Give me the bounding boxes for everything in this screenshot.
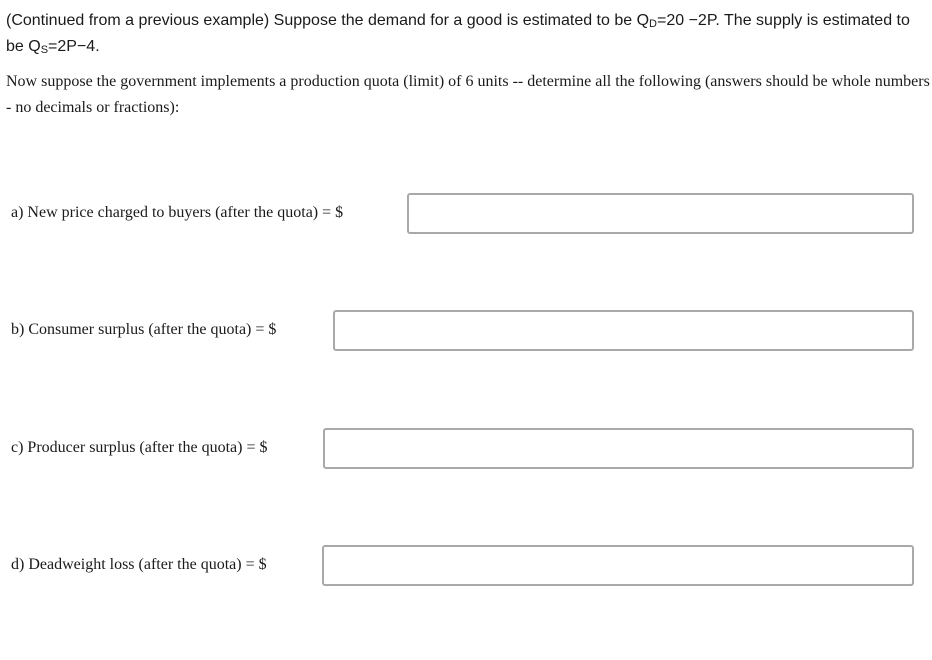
question-d-answer-input[interactable]	[322, 545, 914, 586]
supply-subscript: S	[40, 44, 49, 56]
question-d-label: d) Deadweight loss (after the quota) = $	[11, 556, 267, 573]
problem-statement	[6, 8, 930, 60]
question-c-label: c) Producer surplus (after the quota) = $	[11, 439, 268, 456]
intro-text-2: =20 −2P. The supply is estimated to be Q	[6, 12, 910, 55]
question-c-answer-input[interactable]	[323, 428, 914, 469]
question-b-label: b) Consumer surplus (after the quota) = $	[11, 321, 277, 338]
intro-text-1: (Continued from a previous example) Suppose the demand for a good is estimated to be Q	[6, 12, 650, 29]
demand-subscript: D	[649, 18, 657, 30]
instructions	[6, 69, 930, 121]
intro-text-3: =2P−4.	[48, 38, 100, 55]
question-a-label: a) New price charged to buyers (after the quota) = $	[11, 204, 344, 221]
instructions-text: Now suppose the government implements a production quota (limit) of 6 units -- determine all the following (answers should be whole numbers - no decimals or fractions):	[6, 73, 930, 116]
question-a-answer-input[interactable]	[407, 193, 914, 234]
question-b-answer-input[interactable]	[333, 310, 914, 351]
